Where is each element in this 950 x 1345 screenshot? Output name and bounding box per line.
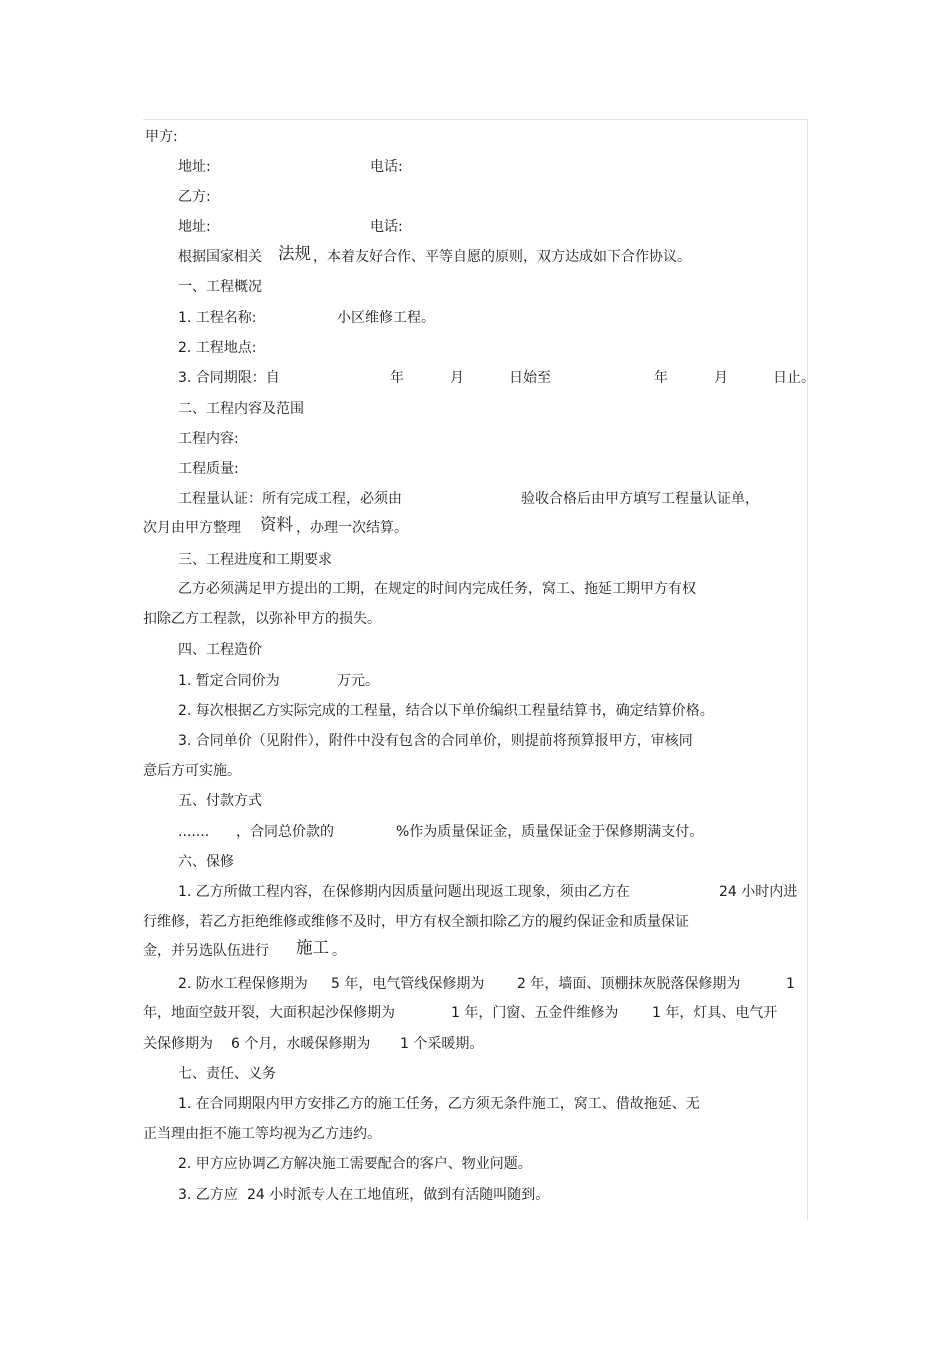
text-line-23-seg-1: ，合同总价款的 xyxy=(236,824,334,840)
text-line-10-seg-0: 工程内容: xyxy=(178,431,239,447)
text-line-27-seg-0: 金，并另选队伍进行 xyxy=(143,943,269,959)
text-line-23-seg-0: ....... xyxy=(178,824,210,840)
text-line-29-seg-0: 年，地面空鼓开裂，大面积起沙保修期为 xyxy=(143,1005,395,1021)
text-line-8-seg-3: 日始至 xyxy=(509,370,551,386)
text-line-7-seg-0: 2. 工程地点: xyxy=(178,340,257,356)
text-line-8-seg-0: 3. 合同期限：自 xyxy=(178,370,280,386)
text-line-6-seg-0: 1. 工程名称: xyxy=(178,310,257,326)
text-line-21-seg-0: 意后方可实施。 xyxy=(143,763,241,779)
text-line-18-seg-0: 1. 暂定合同价为 xyxy=(178,673,280,689)
text-line-8-seg-1: 年 xyxy=(390,370,404,386)
text-line-22-seg-0: 五、付款方式 xyxy=(178,793,262,809)
text-line-27-seg-2: 。 xyxy=(332,943,346,959)
text-line-5-seg-0: 一、工程概况 xyxy=(178,279,262,295)
text-line-15-seg-0: 乙方必须满足甲方提出的工期，在规定的时间内完成任务，窝工、拖延工期甲方有权 xyxy=(178,581,696,597)
text-line-18-seg-1: 万元。 xyxy=(337,673,379,689)
text-line-4-seg-2: ，本着友好合作、平等自愿的原则，双方达成如下合作协议。 xyxy=(313,249,691,265)
text-line-28-seg-0: 2. 防水工程保修期为 xyxy=(178,976,308,992)
text-line-14-seg-0: 三、工程进度和工期要求 xyxy=(178,552,332,568)
text-line-29-seg-2: 1 年，灯具、电气开 xyxy=(652,1005,778,1021)
text-line-4-seg-1: 法规 xyxy=(278,244,311,263)
text-line-35-seg-0: 3. 乙方应 xyxy=(178,1187,238,1203)
text-line-13-seg-1: 资料 xyxy=(260,515,293,534)
text-line-1-seg-1: 电话: xyxy=(370,159,403,175)
text-line-12-seg-1: 验收合格后由甲方填写工程量认证单， xyxy=(521,491,759,507)
text-line-32-seg-0: 1. 在合同期限内甲方安排乙方的施工任务，乙方须无条件施工，窝工、借故拖延、无 xyxy=(178,1096,700,1112)
text-line-8-seg-6: 日止。 xyxy=(773,370,815,386)
text-line-8-seg-5: 月 xyxy=(714,370,728,386)
text-line-35-seg-1: 24 小时派专人在工地值班，做到有活随叫随到。 xyxy=(247,1187,550,1203)
text-line-12-seg-0: 工程量认证：所有完成工程，必须由 xyxy=(178,491,402,507)
text-line-0-seg-0: 甲方: xyxy=(145,129,178,145)
text-line-28-seg-2: 2 年，墙面、顶棚抹灰脱落保修期为 xyxy=(517,976,741,992)
text-line-2-seg-0: 乙方: xyxy=(178,189,211,205)
text-line-30-seg-0: 关保修期为 xyxy=(143,1036,213,1052)
text-line-9-seg-0: 二、工程内容及范围 xyxy=(178,401,304,417)
text-line-11-seg-0: 工程质量: xyxy=(178,461,239,477)
text-line-27-seg-1: 施工 xyxy=(296,938,329,957)
text-line-13-seg-2: ，办理一次结算。 xyxy=(296,520,408,536)
text-line-20-seg-0: 3. 合同单价（见附件），附件中没有包含的合同单价，则提前将预算报甲方，审核同 xyxy=(178,733,693,749)
text-line-34-seg-0: 2. 甲方应协调乙方解决施工需要配合的客户、物业问题。 xyxy=(178,1156,532,1172)
text-line-30-seg-1: 6 个月，水暖保修期为 xyxy=(231,1036,371,1052)
text-line-33-seg-0: 正当理由拒不施工等均视为乙方违约。 xyxy=(143,1126,381,1142)
text-line-6-seg-1: 小区维修工程。 xyxy=(337,310,435,326)
text-line-3-seg-1: 电话: xyxy=(370,219,403,235)
text-line-19-seg-0: 2. 每次根据乙方实际完成的工程量，结合以下单价编织工程量结算书，确定结算价格。 xyxy=(178,703,714,719)
text-line-8-seg-2: 月 xyxy=(450,370,464,386)
text-line-24-seg-0: 六、保修 xyxy=(178,854,234,870)
text-line-17-seg-0: 四、工程造价 xyxy=(178,642,262,658)
text-line-3-seg-0: 地址: xyxy=(178,219,211,235)
text-line-13-seg-0: 次月由甲方整理 xyxy=(143,520,241,536)
text-line-23-seg-2: %作为质量保证金，质量保证金于保修期满支付。 xyxy=(396,824,704,840)
text-line-26-seg-0: 行维修，若乙方拒绝维修或维修不及时，甲方有权全额扣除乙方的履约保证金和质量保证 xyxy=(143,914,689,930)
text-line-16-seg-0: 扣除乙方工程款，以弥补甲方的损失。 xyxy=(143,611,381,627)
text-line-29-seg-1: 1 年，门窗、五金件维修为 xyxy=(451,1005,619,1021)
text-line-30-seg-2: 1 个采暖期。 xyxy=(400,1036,484,1052)
text-line-28-seg-1: 5 年，电气管线保修期为 xyxy=(331,976,485,992)
text-line-25-seg-0: 1. 乙方所做工程内容，在保修期内因质量问题出现返工现象，须由乙方在 xyxy=(178,884,630,900)
text-line-4-seg-0: 根据国家相关 xyxy=(178,249,262,265)
text-line-25-seg-1: 24 小时内进 xyxy=(719,884,798,900)
text-line-8-seg-4: 年 xyxy=(654,370,668,386)
text-line-1-seg-0: 地址: xyxy=(178,159,211,175)
text-line-28-seg-3: 1 xyxy=(786,976,795,992)
text-line-31-seg-0: 七、责任、义务 xyxy=(178,1066,276,1082)
